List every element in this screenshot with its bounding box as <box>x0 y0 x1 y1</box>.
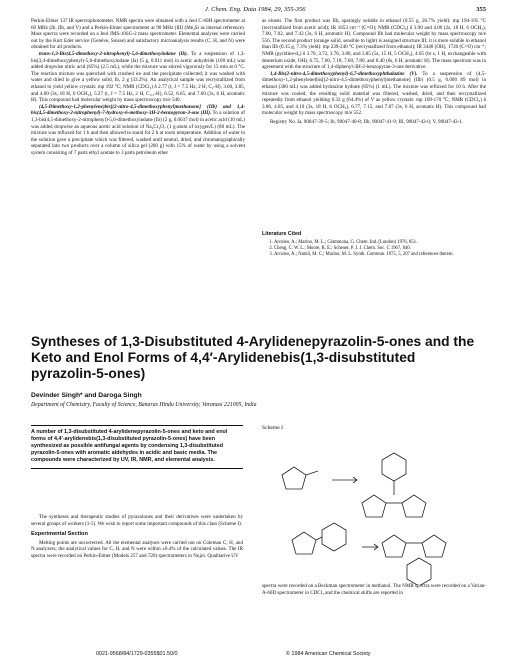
compound-v-paragraph <box>262 71 486 117</box>
pyrazolone-ring-1 <box>282 467 306 489</box>
right-column-top <box>262 18 486 126</box>
affiliation: Department of Chemistry, Faculty of Science, Banaras Hindu University, Varanasi 221005, India <box>31 402 257 408</box>
compound-iib-paragraph <box>31 104 245 157</box>
reference-item: 1. Arcoleo, A.; Marino, M. L.; Giammona, G. Chem. Ind. (London) 1976, 851. <box>274 240 486 246</box>
benzene-ring-1 <box>382 453 406 481</box>
scheme-i-figure <box>262 425 484 580</box>
pyrazolone-ring-3 <box>402 495 426 517</box>
issn-code: 0021-9568/84/1729-0355$01.50/0 <box>96 651 178 657</box>
nmr-paragraph: spectra were recorded on a Beckman spectrometer in methanol. The NMR spectra were recorded on a Varian-A-60D spectrometer in CDCl₃ and the chemical shifts are reported in <box>262 583 486 596</box>
reference-item: 3. Arcoleo, A.; Natoli, M. C.; Marino, M. L. Synth. Commun. 1975, 5, 207 and references therein. <box>274 252 486 258</box>
experimental-heading: Experimental Section <box>31 531 88 538</box>
pyrazolone-ring-2 <box>362 495 386 517</box>
experimental-paragraph: Melting points are uncorrected. All the elemental analyses were carried out on Coleman C, H, and N analyzers; the analytical values for C, H, and N were within ±0.4% of the calculated values. The IR spectra were recorded on Perkin-Elmer (Models 257 and 720) spectrometers in Nujol. Qualitative UV <box>31 539 243 559</box>
compound-iib-text: To a solution of 1,3-bis(4,5-dimethoxy-2-nitrophenyl)-5,6-dimethoxyindane (Ib) (2 g, 0.0037 mol) in acetic acid (10 mL) was added dropwise an aqueous acetic acid solution of Na₂Cr₂O₇ (1 g-atom of oxygen/L) (80 mL). The mixture was refluxed for 1 h and then allowed to stand for 2 h at room temperature. Addition of water to the solution gave a precipitate which was filtered, washed until neutral, dried, and chromatographically separated into two products over a column of silica gel (200 g) with 15% of water by using a solvent system consisting of 7 parts ethyl acetate to 3 parts petroleum ether <box>31 110 245 156</box>
compound-v-title: 1,4-Bis(2-nitro-4,5-dimethoxyphenyl)-6,7-dimethoxyphthalazine (V). <box>270 70 418 77</box>
literature-cited <box>262 232 486 258</box>
instrument-paragraph: Perkin-Elmer 137 IR spectrophotometer. NMR spectra were obtained with a Jeol C-60H spectrometer at 60 MHz (Ib, IIb, and V) and a Perkin-Elmer spectrometer at 90 MHz (III) (Me₄Si as internal reference). Mass spectra were recorded on a Jeol JMS-10SG-2 mass spectrometer. Elemental analyses were carried out by the Kurt Eder service (Genève, Suisse) and satisfactory microanalysis results (C, H, and N) were obtained for all products. <box>31 18 245 51</box>
pyrazolone-ring-6 <box>422 535 446 557</box>
compound-ib-paragraph <box>31 51 245 104</box>
bond <box>306 471 318 475</box>
running-header <box>0 4 513 16</box>
authors: Devinder Singh* and Daroga Singh <box>31 392 142 399</box>
pyrazolone-ring-5 <box>382 535 406 557</box>
pyrazolone-ring-4 <box>292 532 316 554</box>
page-number: 355 <box>476 6 486 13</box>
benzene-ring-2 <box>322 523 346 551</box>
references-heading: Literature Cited <box>262 231 302 237</box>
scheme-label: Scheme I <box>262 425 283 431</box>
article-title: Syntheses of 1,3-Disubstituted 4-Arylidenepyrazolin-5-ones and the Keto and Enol Forms of 4,4′-Arylidenebis(1,3-disubstituted pyrazolin-5-ones) <box>31 334 475 381</box>
abstract: A number of 1,3-disubstituted 4-arylidenepyrazolin-5-ones and keto and enol forms of 4,4′-arylidenebis(1,3-disubstituted pyrazolin-5-ones) have been synthesized as possible antifungal agents by condensing 1,3-disubstituted pyrazolin-5-ones with aromatic aldehydes in acidic and basic media. The compounds were characterized by UV, IR, NMR, and elemental analysis. <box>31 425 243 469</box>
intro-paragraph: The syntheses and therapeutic studies of pyrazolones and their derivatives were undertaken by several groups of workers (1-5). We wish to report some important compounds of this class (Scheme I). <box>31 514 243 527</box>
compound-ib-title: trans-1,3-Bis(4,5-dimethoxy-2-nitrophenyl)-5,6-dimethoxyindane (Ib). <box>39 50 188 57</box>
left-column-bottom <box>31 514 243 560</box>
copyright: © 1984 American Chemical Society <box>286 651 371 657</box>
compound-v-text: To a suspension of (4,5-dimethoxy-1,2-phenylene)bis[(2-nitro-4,5-dimethoxyphenyl)methanone] (IIb) (0.5 g, 0.000 89 mol) in ethanol (300 mL) was added hydrazine hydrate (85%) (1 mL). The mixture was refluxed for 10 h. After the mixture was cooled, the resulting solid material was filtered, washed, dried, and then recrystallized repeatedly from ethanol yielding 0.32 g (64.4%) of V as yellow crystals: mp 169-170 °C; NMR (CDCl₃) δ 3.86, 4.05, and 4.10 (3s, 18 H, 6 OCH₃), 6.77, 7.15, and 7.87 (3s, 6 H, aromatic H). This compound had molecular weight by mass spectroscopy m/e 552. <box>262 70 486 117</box>
benzene-ring-3 <box>407 558 431 585</box>
compound-ib-text: To a suspension of 1,3-bis(3,4-dimethoxyphenyl)-5,6-dimethoxyindane (Ia) (5 g, 0.011 mol) in acetic anhydride (100 mL) was added dropwise nitric acid (65%) (2.5 mL), while the mixture was stirred vigorously for 15 min at 0 °C. The reaction mixture was quenched with crushed ice and the precipitate collected; it was washed with water and dried to give a yellow solid, Ib, 2 g (33.3%). An analytical sample was recrystallized from ethanol to yield yellow crystals: mp 192 °C; NMR (CDCl₃) δ 2.77 (t, J = 7.5 Hz, 2 H, C₂-H), 3.60, 3.85, and 4.00 (3s, 18 H, 6 OCH₃), 5.27 (t, J = 7.5 Hz, 2 H, C₁,₃-H), 6.52, 6.65, and 7.60 (3s, 6 H, aromatic H). This compound had molecular weight by mass spectroscopy m/e 540. <box>31 50 245 104</box>
compound-iib-title: (4,5-Dimethoxy-1,2-phenylene)bis[(2-nitro-4,5-dimethoxyphenyl)methanone] (IIb) and 1,4-bis(4,5-dimethoxy-2-nitrophenyl)-7-hydroxy-6-methoxy-3H-2-benzopyran-3-one (III). <box>31 103 245 117</box>
left-column-top <box>31 18 245 156</box>
reference-item: 2. Cheng, C. W. L.; Moore, R. E.; Scheuer, P. J. J. Chem. Soc. C 1967, 840. <box>274 246 486 252</box>
registry-numbers: Registry No. Ia, 90047-39-5; Ib, 90047-40-8; IIb, 90047-41-9; III, 90047-42-0; V, 90047-43-1. <box>270 118 464 125</box>
journal-citation: J. Chem. Eng. Data 1984, 29, 355-356 <box>205 6 306 13</box>
bond <box>316 537 322 540</box>
right-column-bottom <box>262 583 486 596</box>
eluent-paragraph: as eluent. The first product was IIb, sparingly soluble in ethanol (0.55 g, 26.7% yield): mp 194-195 °C (recrystallized from acetic acid); IR 1653 cm⁻¹ (C=O); NMR (CDCl₃) δ 3.90 and 4.00 (2s, 18 H, 6 OCH₃), 7.00, 7.02, and 7.42 (3s, 6 H, aromatic H). Compound IIb had molecular weight by mass spectroscopy m/e 556. The second product (orange solid, sensible to light) is assigned structure III; it is more soluble in ethanol than IIb (0.15 g, 7.3% yield): mp 239-240 °C (recrystallized from ethanol); IR 3440 (OH), 1720 (C=O) cm⁻¹; NMR (pyridine-d₅) δ 3.70, 3.72, 3.76, 3.80, and 3.85 (5s, 15 H, 5 OCH₃), 4.65 (br s, 1 H, exchangeable with deuterium oxide, OH), 6.75, 7.00, 7.18, 7.60, 7.80, and 8.40 (6s, 6 H, aromatic H). The mass spectrum was in agreement with the structure of 1,4-diphenyl-3H-2-benzopyran-3-one derivative. <box>262 18 486 71</box>
scheme-structures <box>262 435 484 585</box>
